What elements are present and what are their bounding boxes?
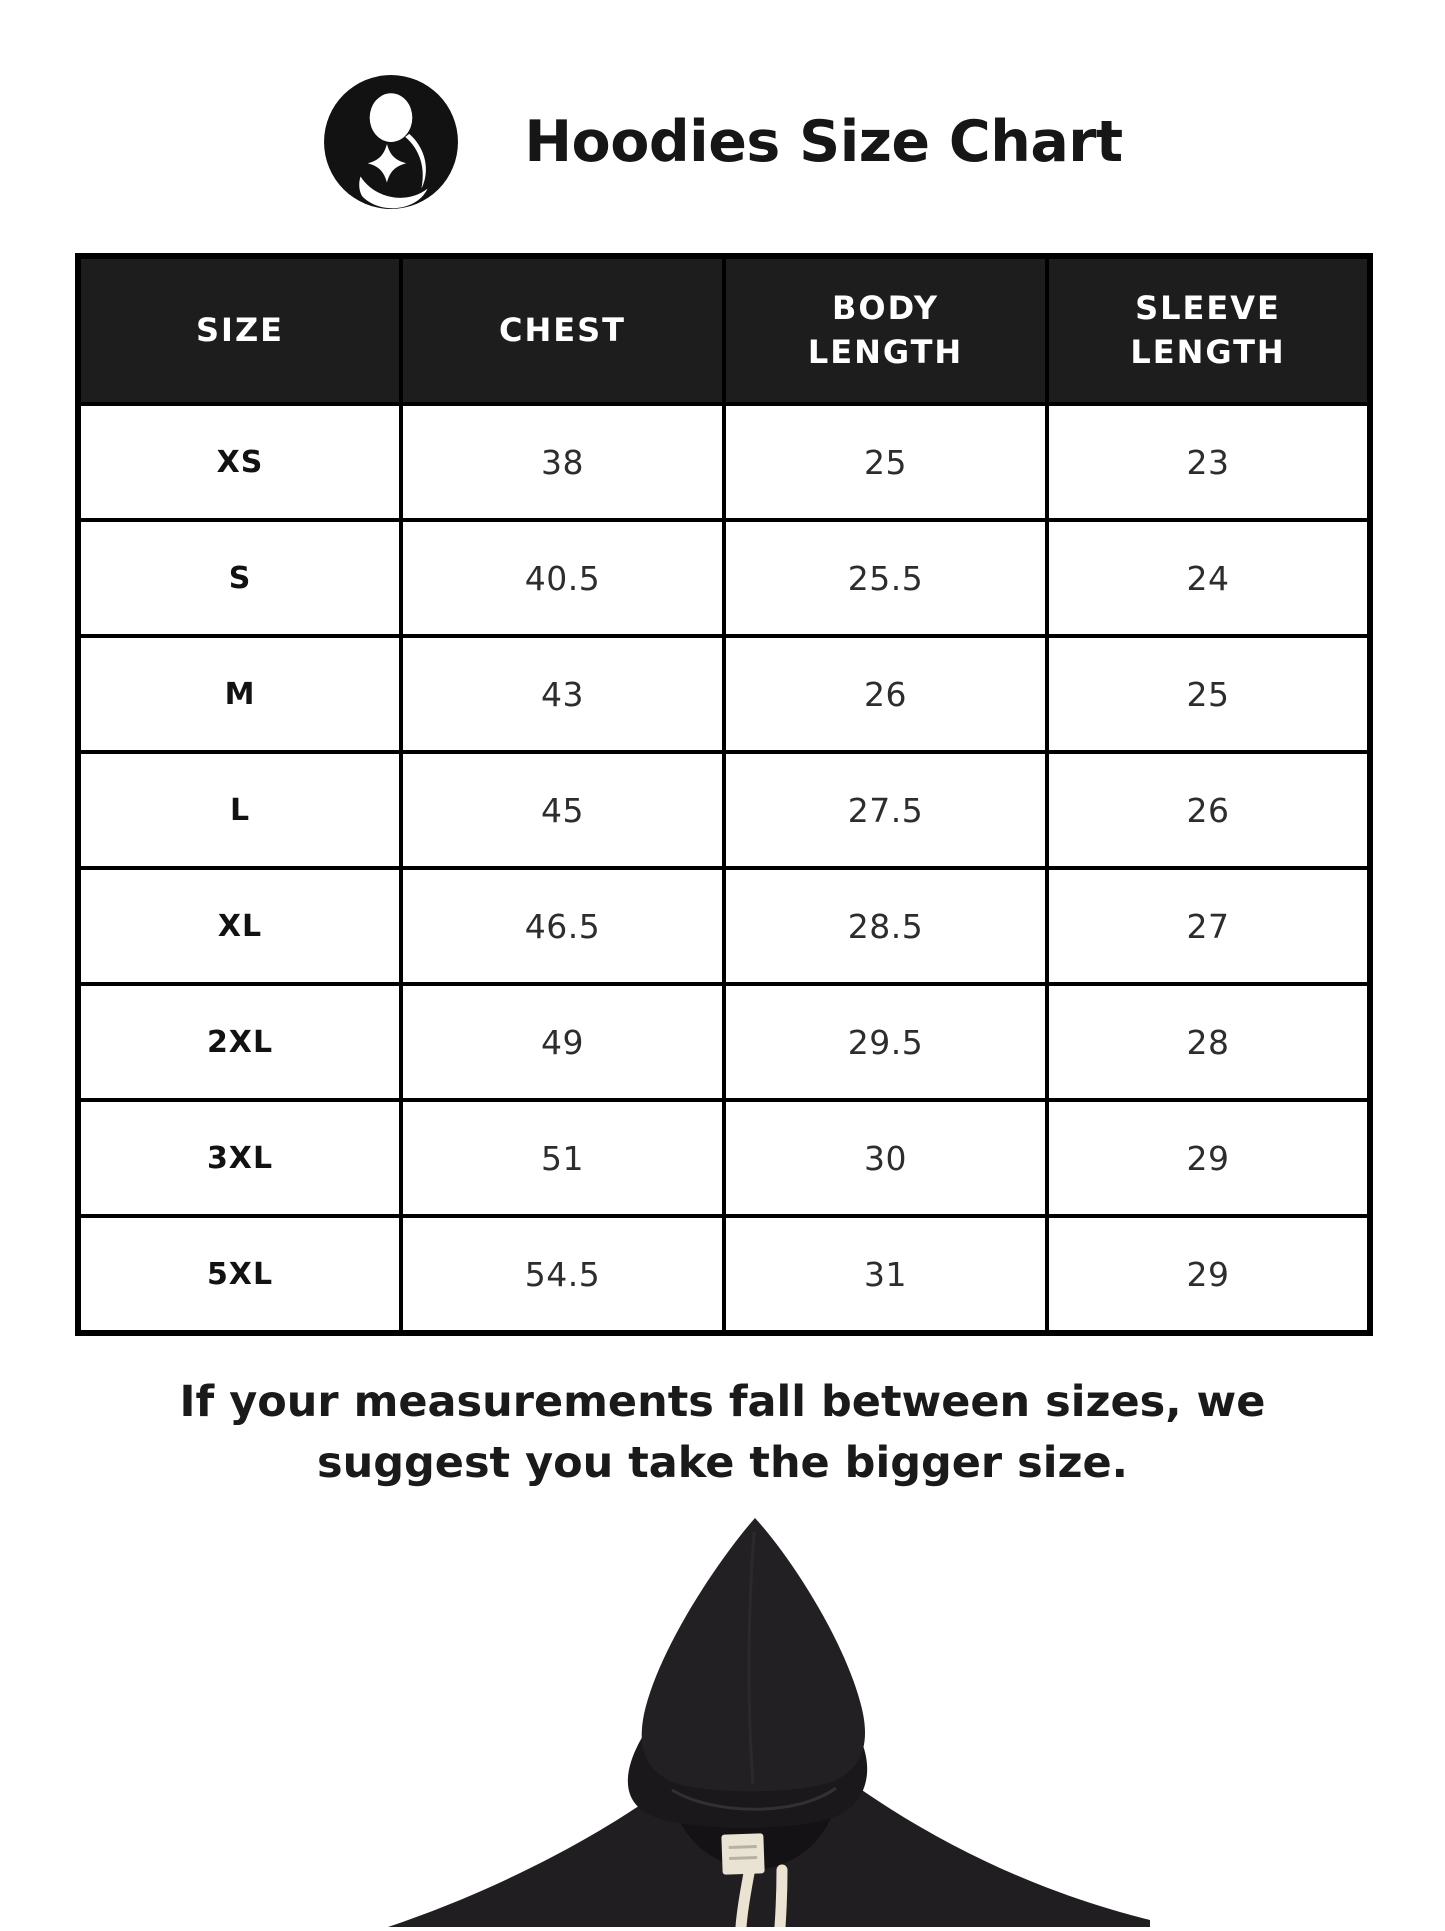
chest-cell: 43 — [401, 636, 724, 752]
size-cell: L — [78, 752, 401, 868]
table-row — [78, 1216, 1370, 1333]
chest-cell: 40.5 — [401, 520, 724, 636]
table-row — [78, 868, 1370, 984]
size-cell: M — [78, 636, 401, 752]
col-header-chest: CHEST — [401, 256, 724, 404]
size-cell: 5XL — [78, 1216, 401, 1333]
sleeve-length-cell: 28 — [1047, 984, 1370, 1100]
col-header-sleeve-length: SLEEVE LENGTH — [1047, 256, 1370, 404]
hoodie-image — [330, 1502, 1150, 1927]
size-table — [75, 253, 1373, 1336]
table-row — [78, 984, 1370, 1100]
body-length-cell: 29.5 — [724, 984, 1047, 1100]
sleeve-length-cell: 29 — [1047, 1216, 1370, 1333]
chest-cell: 54.5 — [401, 1216, 724, 1333]
size-cell: XS — [78, 404, 401, 520]
sleeve-length-cell: 23 — [1047, 404, 1370, 520]
body-length-cell: 30 — [724, 1100, 1047, 1216]
size-cell: S — [78, 520, 401, 636]
chest-cell: 45 — [401, 752, 724, 868]
table-row — [78, 1100, 1370, 1216]
hoodie-illustration — [330, 1502, 1150, 1927]
size-cell: 2XL — [78, 984, 401, 1100]
chest-cell: 51 — [401, 1100, 724, 1216]
table-row — [78, 520, 1370, 636]
table-row — [78, 404, 1370, 520]
chest-cell: 38 — [401, 404, 724, 520]
neck-label — [721, 1833, 764, 1874]
size-cell: 3XL — [78, 1100, 401, 1216]
brand-logo-icon — [322, 73, 460, 211]
sleeve-length-cell: 26 — [1047, 752, 1370, 868]
header-row — [78, 256, 1370, 404]
chest-cell: 49 — [401, 984, 724, 1100]
body-length-cell: 25.5 — [724, 520, 1047, 636]
body-length-cell: 26 — [724, 636, 1047, 752]
body-length-cell: 27.5 — [724, 752, 1047, 868]
table-row — [78, 752, 1370, 868]
sleeve-length-cell: 25 — [1047, 636, 1370, 752]
page-title: Hoodies Size Chart — [524, 109, 1123, 175]
fit-note-line2: suggest you take the bigger size. — [317, 1438, 1128, 1489]
size-cell: XL — [78, 868, 401, 984]
col-header-size: SIZE — [78, 256, 401, 404]
fit-note — [0, 1372, 1445, 1494]
header — [0, 72, 1445, 212]
body-length-cell: 31 — [724, 1216, 1047, 1333]
table-row — [78, 636, 1370, 752]
sleeve-length-cell: 24 — [1047, 520, 1370, 636]
fit-note-line1: If your measurements fall between sizes, we — [179, 1377, 1266, 1427]
body-length-cell: 28.5 — [724, 868, 1047, 984]
col-header-body-length: BODY LENGTH — [724, 256, 1047, 404]
sleeve-length-cell: 27 — [1047, 868, 1370, 984]
body-length-cell: 25 — [724, 404, 1047, 520]
sleeve-length-cell: 29 — [1047, 1100, 1370, 1216]
chest-cell: 46.5 — [401, 868, 724, 984]
